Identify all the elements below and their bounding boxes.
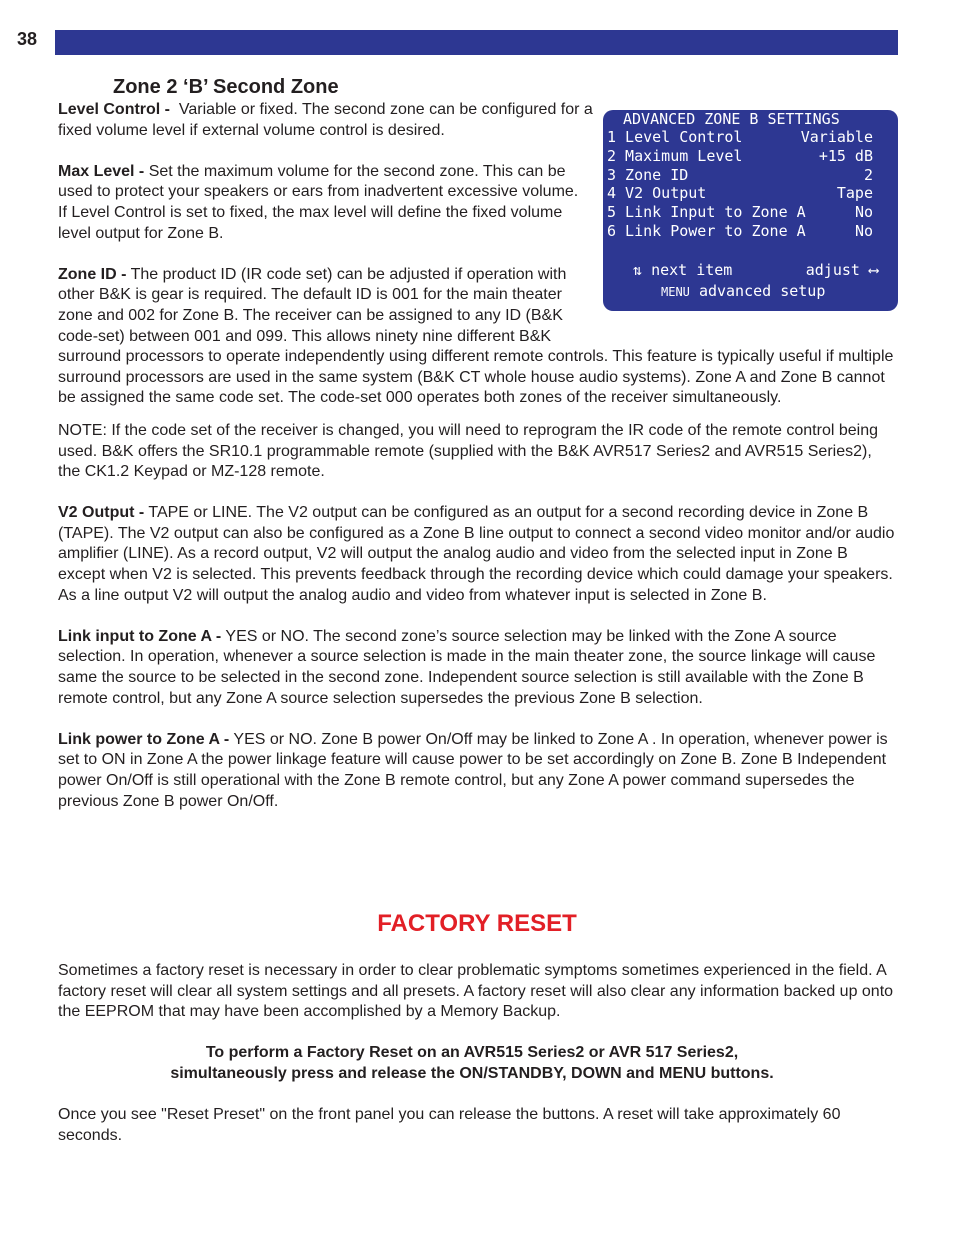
left-right-arrows-icon: ⟷	[868, 261, 878, 279]
factory-reset-title: FACTORY RESET	[377, 910, 577, 937]
max-level-label: Max Level -	[58, 162, 145, 180]
menu-key-label: MENU	[661, 285, 690, 299]
factory-reset-intro: Sometimes a factory reset is necessary in order to clear problematic symptoms sometimes experienced in the field. A factory reset will clear all system settings and all presets. A factory reset will also clear any information backed up onto the EEPROM that may have been accomplished by a Memory Backup.	[58, 962, 894, 1021]
factory-reset-body	[58, 961, 896, 1167]
zone-id-label: Zone ID -	[58, 265, 127, 283]
instruction-line-2: simultaneously press and release the ON/STANDBY, DOWN and MENU buttons.	[170, 1064, 774, 1082]
v2-output-paragraph	[58, 503, 896, 606]
link-power-paragraph	[58, 730, 896, 812]
osd-row-value: 2	[863, 165, 873, 184]
zone-b-body	[58, 100, 896, 833]
level-control-label: Level Control -	[58, 101, 171, 118]
instruction-line-1: To perform a Factory Reset on an AVR515 Series2 or AVR 517 Series2,	[205, 1044, 739, 1062]
osd-title: ADVANCED ZONE B SETTINGS	[623, 110, 840, 128]
v2-output-text: TAPE or LINE. The V2 output can be configured as an output for a second recording device in Zone B (TAPE). The V2 output can also be configured as a Zone B line output to connect a second video monitor and/or audio amplifier (LINE). As a record output, V2 will output the analog audio and video from the selected input in Zone B except when V2 is selected. This prevents feedback through the recording device which could damage your speakers. As a line output V2 will output the analog audio and video from whatever input is selected in Zone B.	[58, 504, 895, 604]
factory-reset-outro: Once you see "Reset Preset" on the front panel you can release the buttons. A reset will take approximately 60 seconds.	[58, 1106, 841, 1144]
zone-id-paragraph	[58, 265, 896, 409]
max-level-paragraph	[58, 162, 586, 244]
max-level-text: Set the maximum volume for the second zone. This can be used to protect your speakers or ears from inadvertent excessive volume. If Level Control is set to fixed, the max level will define the fixed volume level output for Zone B.	[58, 162, 579, 242]
zone-id-text: The product ID (IR code set) can be adjusted if operation with other B&K is gear is required. The default ID is 001 for the main theater zone and 002 for Zone B. The receiver can be assigned to any ID (B&K code-set) between 001 and 099. This allows ninety nine different B&K surround processors to operate independently using different remote controls. This feature is typically useful if multiple surround processors are used in the same system (B&K CT whole house audio systems). Zone A and Zone B cannot be assigned the same code set. The code-set 000 operates both zones of the receiver simultaneously.	[58, 265, 894, 407]
link-power-text: YES or NO. Zone B power On/Off may be linked to Zone A . In operation, whenever power is set to ON in Zone A the power linkage feature will cause power to be set accordingly on Zone B. Zone B Independent power On/Off is still operational with the Zone B remote control, but any Zone A power command supersedes the previous Zone B power On/Off.	[58, 730, 888, 810]
up-down-arrows-icon: ⇅	[633, 261, 643, 279]
osd-row-value: Variable	[800, 128, 873, 146]
v2-output-label: V2 Output -	[58, 504, 145, 522]
page-number: 38	[17, 29, 38, 49]
link-input-paragraph	[58, 627, 896, 709]
osd-row-label: 3 Zone ID	[607, 165, 689, 184]
osd-row-label: 1 Level Control	[607, 128, 743, 146]
level-control-text: Variable or fixed. The second zone can be configured for a fixed volume level if external volume control is desired.	[58, 101, 593, 139]
section-title: Zone 2 ‘B’ Second Zone	[113, 76, 339, 98]
level-control-paragraph	[58, 100, 598, 141]
next-item-label: next item	[651, 261, 733, 279]
adjust-label: adjust	[805, 261, 860, 279]
osd-row-value: No	[854, 221, 873, 240]
note-paragraph: NOTE: If the code set of the receiver is changed, you will need to reprogram the IR code of the remote control being used. B&K offers the SR10.1 programmable remote (supplied with the B&K AVR517 Series2 and AVR515 Series2), the CK1.2 Keypad or MZ-128 remote.	[58, 421, 878, 481]
osd-row-value: +15 dB	[818, 146, 873, 165]
osd-row-label: 4 V2 Output	[607, 184, 707, 203]
link-input-label: Link input to Zone A -	[58, 627, 222, 645]
factory-reset-instruction	[58, 1043, 896, 1084]
link-input-text: YES or NO. The second zone’s source selection may be linked with the Zone A source selection. In operation, whenever a source selection is made in the main theater zone, the source linkage will cause same the source to be selected in the second zone. Independent source selection is still available with the Zone B remote control, but any Zone A source selection supersedes the previous Zone B selection.	[58, 627, 876, 707]
link-power-label: Link power to Zone A -	[58, 730, 230, 748]
osd-row-label: 2 Maximum Level	[607, 146, 743, 165]
osd-row-value: No	[854, 203, 873, 222]
osd-row-label: 5 Link Input to Zone A	[607, 203, 806, 222]
osd-row-label: 6 Link Power to Zone A	[607, 221, 806, 240]
osd-row-value: Tape	[836, 184, 873, 203]
menu-action-label: advanced setup	[698, 282, 826, 300]
header-bar	[55, 30, 898, 55]
